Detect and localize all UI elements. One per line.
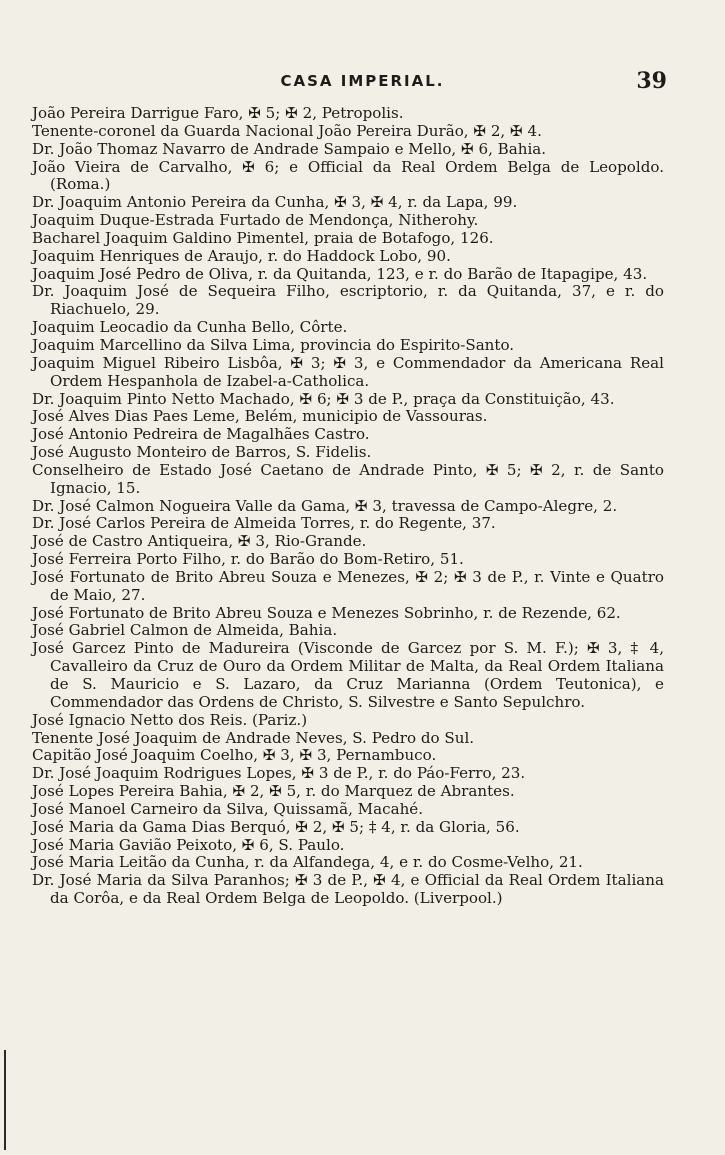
list-item: José Lopes Pereira Bahia, ✠ 2, ✠ 5, r. do Marquez de Abrantes. — [32, 782, 515, 801]
list-item: Tenente José Joaquim de Andrade Neves, S. Pedro do Sul. — [32, 728, 475, 747]
entry-list — [32, 105, 664, 908]
list-item: José de Castro Antiqueira, ✠ 3, Rio-Grande. — [32, 532, 367, 551]
list-item: José Garcez Pinto de Madureira (Visconde de Garcez por S. M. F.); ✠ 3, ‡ 4, Cavalleiro da Cruz de Ouro da Ordem Militar de Malta, da Real Ordem Italiana de S. Mauricio e S. Lazaro, da Cruz Marianna (Ordem Teutonica), e Commendador das Ordens de Christo, S. Silvestre e Santo Sepulchro. — [32, 639, 664, 711]
list-item: José Ignacio Netto dos Reis. (Pariz.) — [32, 710, 308, 729]
list-item: José Antonio Pedreira de Magalhães Castro. — [32, 425, 370, 444]
list-item: José Alves Dias Paes Leme, Belém, municipio de Vassouras. — [32, 407, 488, 426]
list-item: José Maria Leitão da Cunha, r. da Alfandega, 4, e r. do Cosme-Velho, 21. — [32, 853, 583, 872]
list-item: Bacharel Joaquim Galdino Pimentel, praia de Botafogo, 126. — [32, 228, 494, 247]
list-item: Joaquim Duque-Estrada Furtado de Mendonça, Nitherohy. — [32, 211, 479, 230]
list-item: Joaquim Miguel Ribeiro Lisbôa, ✠ 3; ✠ 3, e Commendador da Americana Real Ordem Hespanhola de Izabel-a-Catholica. — [32, 353, 664, 390]
page-number: 39 — [636, 68, 667, 94]
list-item: José Maria da Gama Dias Berquó, ✠ 2, ✠ 5; ‡ 4, r. da Gloria, 56. — [32, 817, 520, 836]
list-item: José Maria Gavião Peixoto, ✠ 6, S. Paulo. — [32, 835, 345, 854]
list-item: Joaquim Henriques de Araujo, r. do Haddock Lobo, 90. — [32, 246, 451, 265]
list-item: Dr. José Calmon Nogueira Valle da Gama, ✠ 3, travessa de Campo-Alegre, 2. — [32, 496, 618, 515]
list-item: Dr. José Joaquim Rodrigues Lopes, ✠ 3 de P., r. do Páo-Ferro, 23. — [32, 764, 526, 783]
list-item: Tenente-coronel da Guarda Nacional João Pereira Durão, ✠ 2, ✠ 4. — [32, 121, 542, 140]
list-item: Dr. Joaquim Pinto Netto Machado, ✠ 6; ✠ 3 de P., praça da Constituição, 43. — [32, 389, 615, 408]
list-item: Dr. Joaquim José de Sequeira Filho, escriptorio, r. da Quitanda, 37, e r. do Riachuelo, 29. — [32, 282, 664, 319]
list-item: Joaquim José Pedro de Oliva, r. da Quitanda, 123, e r. do Barão de Itapagipe, 43. — [32, 264, 648, 283]
list-item: Dr. Joaquim Antonio Pereira da Cunha, ✠ 3, ✠ 4, r. da Lapa, 99. — [32, 193, 518, 212]
list-item: Dr. João Thomaz Navarro de Andrade Sampaio e Mello, ✠ 6, Bahia. — [32, 139, 547, 158]
list-item: Joaquim Marcellino da Silva Lima, provincia do Espirito-Santo. — [32, 335, 515, 354]
list-item: João Vieira de Carvalho, ✠ 6; e Official da Real Ordem Belga de Leopoldo. (Roma.) — [32, 157, 664, 194]
list-item: Dr. José Maria da Silva Paranhos; ✠ 3 de P., ✠ 4, e Official da Real Ordem Italiana da Corôa, e da Real Ordem Belga de Leopoldo. (Liverpool.) — [32, 871, 664, 908]
running-head: CASA IMPERIAL. — [280, 72, 445, 90]
list-item: José Manoel Carneiro da Silva, Quissamã, Macahé. — [32, 799, 424, 818]
list-item: José Fortunato de Brito Abreu Souza e Menezes, ✠ 2; ✠ 3 de P., r. Vinte e Quatro de Maio, 27. — [32, 567, 664, 604]
page-edge-shadow — [4, 1050, 6, 1150]
page-header — [0, 68, 725, 98]
list-item: Dr. José Carlos Pereira de Almeida Torres, r. do Regente, 37. — [32, 514, 496, 533]
list-item: Joaquim Leocadio da Cunha Bello, Côrte. — [32, 318, 348, 337]
list-item: João Pereira Darrigue Faro, ✠ 5; ✠ 2, Petropolis. — [32, 104, 404, 122]
list-item: José Augusto Monteiro de Barros, S. Fidelis. — [32, 443, 372, 462]
list-item: José Gabriel Calmon de Almeida, Bahia. — [32, 621, 338, 640]
list-item: José Ferreira Porto Filho, r. do Barão do Bom-Retiro, 51. — [32, 550, 464, 569]
list-item: José Fortunato de Brito Abreu Souza e Menezes Sobrinho, r. de Rezende, 62. — [32, 603, 621, 622]
list-item: Conselheiro de Estado José Caetano de Andrade Pinto, ✠ 5; ✠ 2, r. de Santo Ignacio, 15. — [32, 460, 664, 497]
list-item: Capitão José Joaquim Coelho, ✠ 3, ✠ 3, Pernambuco. — [32, 746, 437, 765]
